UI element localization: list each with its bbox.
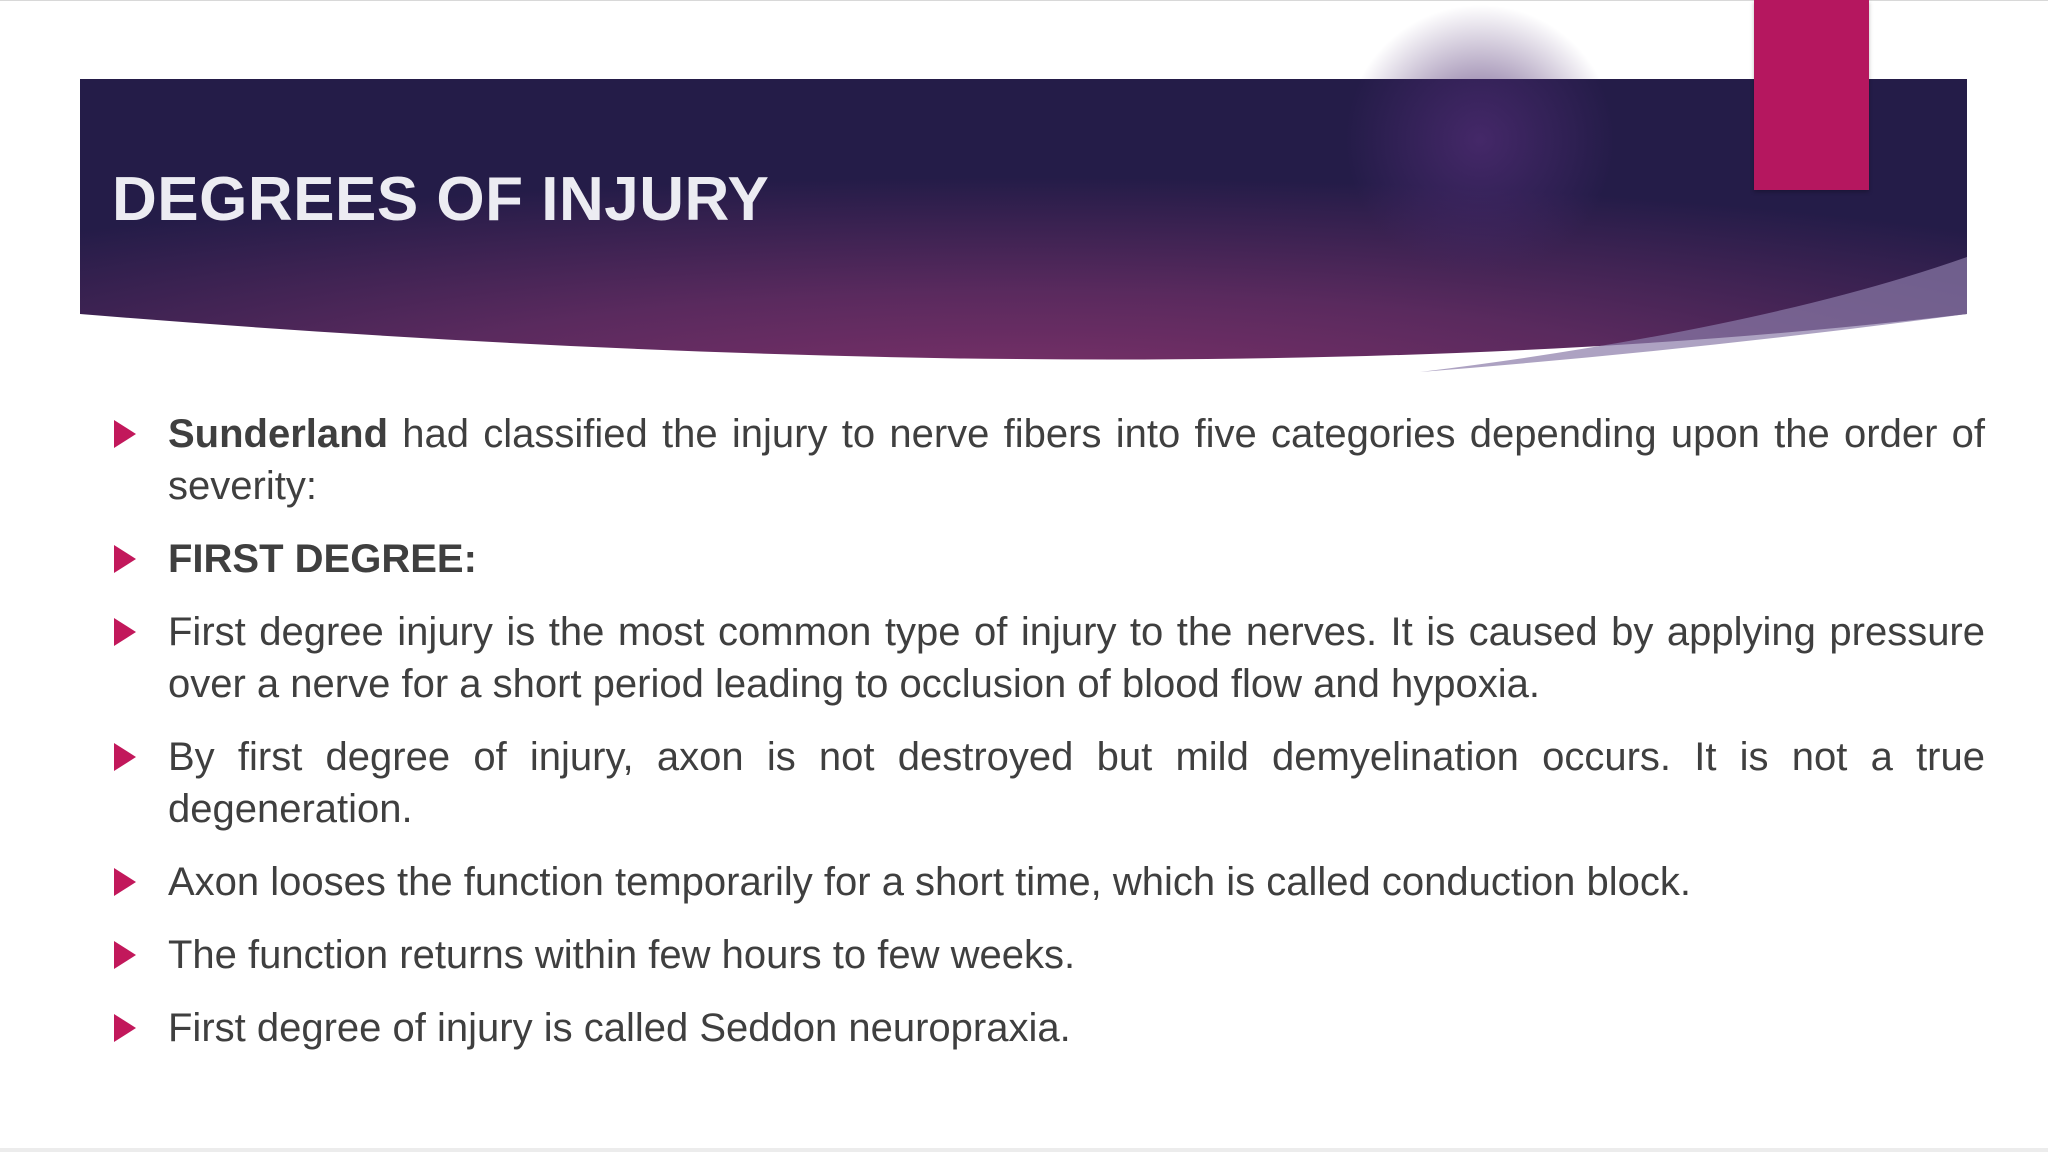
bullet-item (112, 533, 1985, 585)
bullet-item (112, 408, 1985, 512)
bullet-lead: FIRST DEGREE: (168, 537, 477, 581)
bullet-text: Axon looses the function temporarily for a short time, which is called conduction block. (168, 860, 1691, 904)
bullet-item (112, 1002, 1985, 1054)
bullet-text: By first degree of injury, axon is not destroyed but mild demyelination occurs. It is not a true degeneration. (168, 735, 1985, 831)
bullet-list (112, 408, 1985, 1075)
triangle-right-icon (114, 420, 136, 448)
bullet-text: First degree injury is the most common type of injury to the nerves. It is caused by applying pressure over a nerve for a short period leading to occlusion of blood flow and hypoxia. (168, 610, 1985, 706)
triangle-right-icon (114, 743, 136, 771)
slide-title: DEGREES OF INJURY (112, 165, 770, 234)
bullet-item (112, 856, 1985, 908)
banner-glow (1345, 5, 1615, 275)
bullet-text: The function returns within few hours to few weeks. (168, 933, 1076, 977)
bullet-item (112, 606, 1985, 710)
triangle-right-icon (114, 545, 136, 573)
bullet-item (112, 731, 1985, 835)
accent-tab (1754, 0, 1869, 190)
bullet-item (112, 929, 1985, 981)
triangle-right-icon (114, 618, 136, 646)
triangle-right-icon (114, 868, 136, 896)
bullet-text: First degree of injury is called Seddon neuropraxia. (168, 1006, 1071, 1050)
bullet-lead: Sunderland (168, 412, 389, 456)
bottom-divider (0, 1148, 2048, 1152)
triangle-right-icon (114, 1014, 136, 1042)
bullet-text: had classified the injury to nerve fibers into five categories depending upon the order of severity: (168, 412, 1985, 508)
triangle-right-icon (114, 941, 136, 969)
